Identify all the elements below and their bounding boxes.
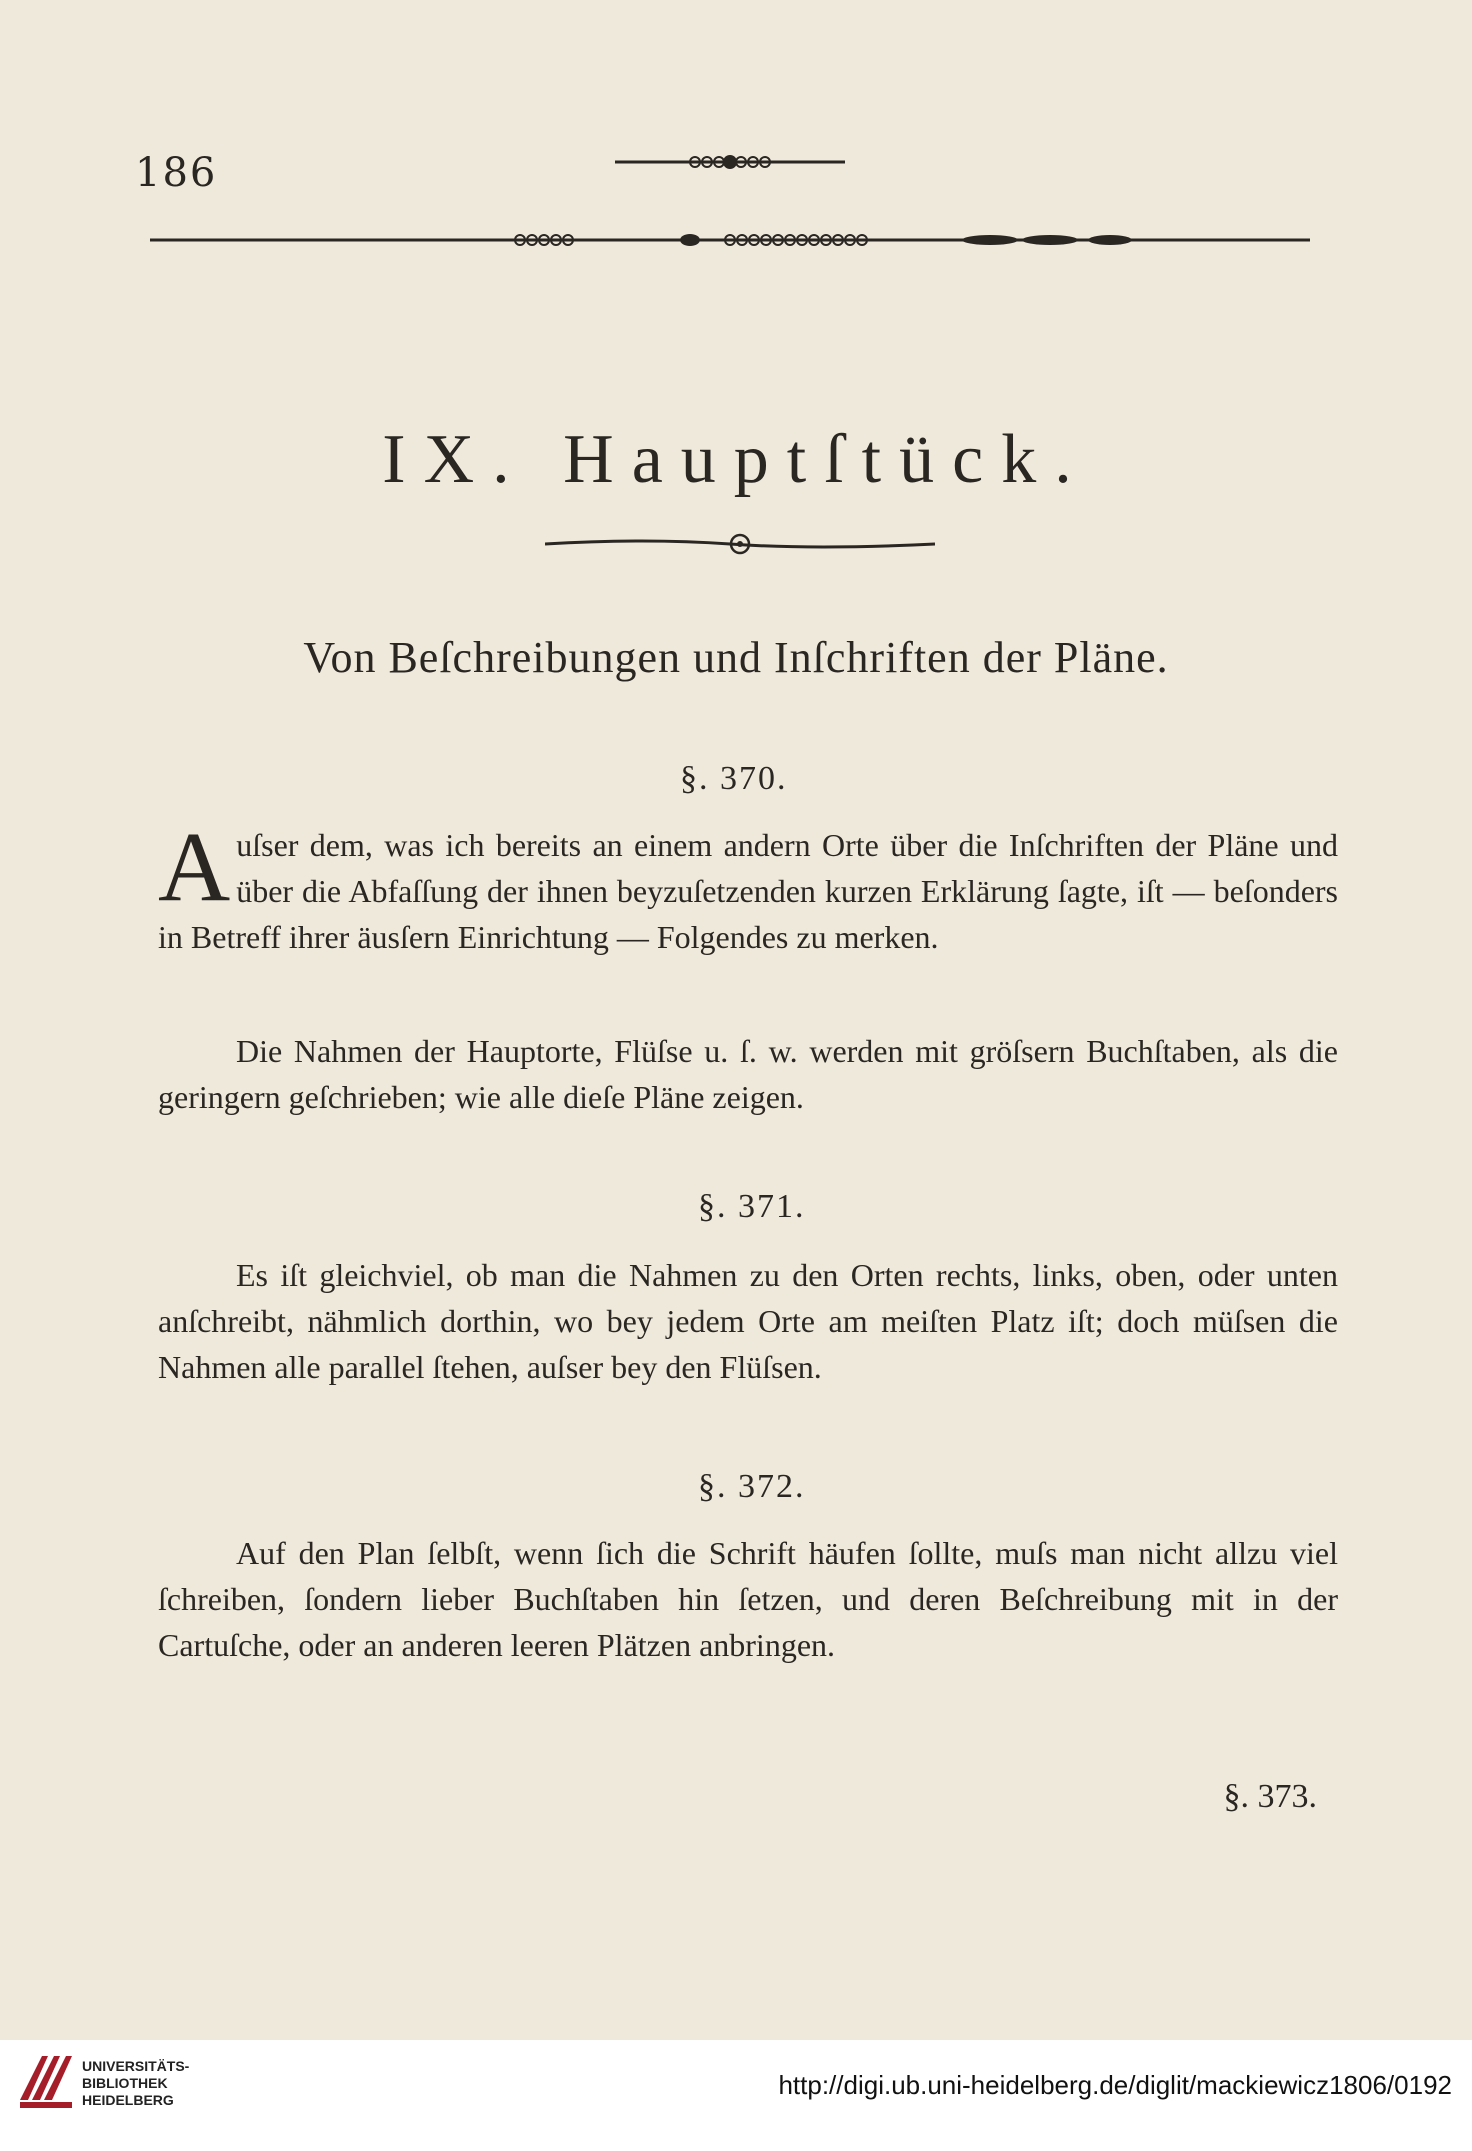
library-name-line-3: HEIDELBERG: [82, 2092, 174, 2108]
chapter-heading: IX. Hauptſtück.: [382, 421, 1090, 498]
paragraph-mark-371: §. 371.: [698, 1188, 806, 1225]
chapter-divider: [545, 532, 935, 556]
paragraph-370-text-2: Die Nahmen der Hauptorte, Flüſse u. ſ. w. werden mit gröſsern Buchſtaben, als die geringern geſchrieben; wie alle dieſe Pläne zeigen.: [158, 1033, 1338, 1115]
section-title: Von Beſchreibungen und Inſchriften der Pläne.: [303, 633, 1169, 682]
catchword: §. 373.: [1223, 1778, 1317, 1815]
library-logo-icon: [14, 2050, 76, 2112]
page-number: 186: [135, 150, 218, 196]
paragraph-372-text: Auf den Plan ſelbſt, wenn ſich die Schrift häufen ſollte, muſs man nicht allzu viel ſchreiben, ſondern lieber Buchſtaben hin ſetzen, und deren Beſchreibung mit in der Cartuſche, oder an anderen leeren Plätzen anbringen.: [158, 1535, 1338, 1663]
paragraph-mark-370: §. 370.: [680, 760, 788, 797]
library-name-line-1: UNIVERSITÄTS-: [82, 2058, 190, 2074]
drop-cap: A: [158, 811, 231, 922]
paragraph-370-text-1: [158, 811, 1338, 960]
library-name-line-2: BIBLIOTHEK: [82, 2075, 168, 2091]
source-url-link[interactable]: http://digi.ub.uni-heidelberg.de/diglit/mackiewicz1806/0192: [778, 2070, 1452, 2100]
header-rule: [150, 228, 1310, 252]
paragraph-mark-372: §. 372.: [698, 1468, 806, 1505]
header-ornament-small: [615, 150, 845, 174]
paragraph-370-body: uſser dem, was ich bereits an einem andern Orte über die Inſchriften der Pläne und über die Abfaſſung der ihnen beyzuſetzenden kurzen Erklärung ſagte, iſt — beſonders in Betreff ihrer äusſern Einrichtung — Folgendes zu merken.: [158, 827, 1338, 955]
paragraph-371-text: Es iſt gleichviel, ob man die Nahmen zu den Orten rechts, links, oben, oder unten anſchreibt, nähmlich dorthin, wo bey jedem Orte am meiſten Platz iſt; doch müſsen die Nahmen alle parallel ſtehen, auſser bey den Flüſsen.: [158, 1257, 1338, 1385]
library-name: [82, 2058, 189, 2109]
